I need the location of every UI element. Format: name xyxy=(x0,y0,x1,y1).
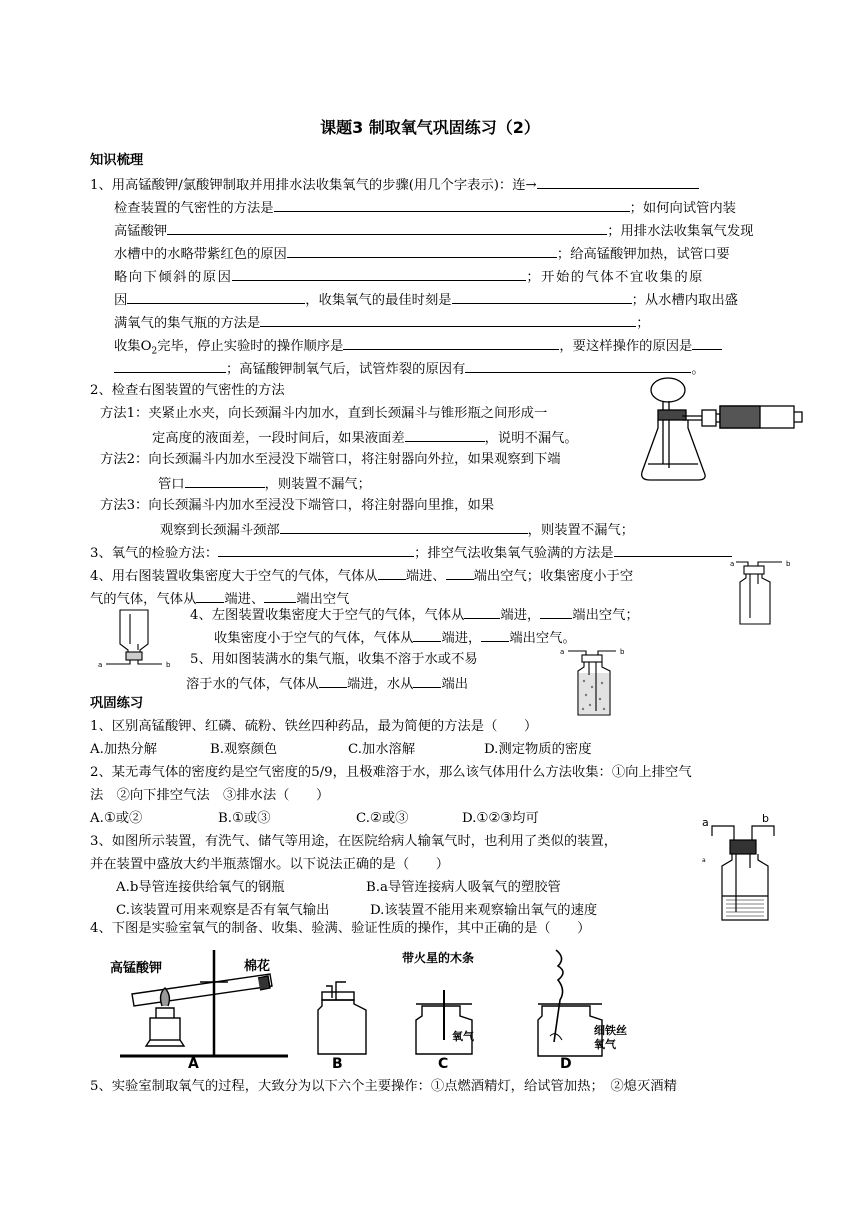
k1-line1 xyxy=(90,175,699,195)
k4b-line1-text: 4、左图装置收集密度大于空气的气体，气体从 xyxy=(190,608,465,623)
k3-tail: ；排空气法收集氧气验满的方法是 xyxy=(414,546,614,561)
k1-line7 xyxy=(114,313,650,333)
k1-line6-text: 因 xyxy=(114,293,128,308)
k4b-line1-mid: 端进， xyxy=(500,608,541,623)
q3-stem-line1: 3、如图所示装置，有洗气、储气等用途，在医院给病人输氧气时，也利用了类似的装置， xyxy=(90,834,618,849)
blank[interactable] xyxy=(343,336,559,350)
label-b-right: b xyxy=(786,560,791,568)
blank[interactable] xyxy=(167,221,607,235)
k1-line7-tail: ； xyxy=(636,316,650,331)
q2-stem-line2: 法 ②向下排空气法 ③排水法（ ） xyxy=(90,788,330,803)
k2-method1-line1: 方法1：夹紧止水夹，向长颈漏斗内加水，直到长颈漏斗与锥形瓶之间形成一 xyxy=(100,406,548,421)
gas-washing-bottle-figure xyxy=(700,814,790,926)
blank[interactable] xyxy=(274,198,630,212)
k5-line2-text: 溶于水的气体，气体从 xyxy=(186,677,319,692)
k1-line2 xyxy=(114,198,736,218)
k5-line2-tail: 端出 xyxy=(441,677,469,692)
label-a-water: a xyxy=(560,648,565,656)
k1-line3-text: 高锰酸钾 xyxy=(114,224,168,239)
k1-line5-tail: ；开始的气体不宜收集的原 xyxy=(526,270,704,285)
k1-line8-text: 收集O xyxy=(114,339,152,354)
blank[interactable] xyxy=(232,267,526,281)
label-a-left: a xyxy=(98,661,103,669)
k4-line1-mid: 端进、 xyxy=(405,569,446,584)
label-cotton: 棉花 xyxy=(244,959,271,974)
k5-line2 xyxy=(186,674,468,694)
blank[interactable] xyxy=(260,313,636,327)
q3-option-b[interactable]: B.a导管连接病人吸氧气的塑胶管 xyxy=(366,880,561,895)
k4-line2-tail: 端出空气 xyxy=(296,592,350,607)
blank[interactable] xyxy=(280,520,528,534)
label-splint: 带火星的木条 xyxy=(402,951,475,965)
k1-line8-mid: 完毕，停止实验时的操作顺序是 xyxy=(157,339,344,354)
k1-line4-text: 水槽中的水略带紫红色的原因 xyxy=(114,247,287,262)
gas-bottle-right-figure xyxy=(720,558,800,630)
k5-line2-mid: 端进，水从 xyxy=(346,677,414,692)
label-a-q3: a xyxy=(702,816,709,829)
q2-option-c[interactable]: C.②或③ xyxy=(356,811,409,826)
blank[interactable] xyxy=(446,566,474,580)
k3-text: 3、氧气的检验方法： xyxy=(90,546,219,561)
o2-subscript: 2 xyxy=(151,346,158,357)
k4b-line2 xyxy=(214,628,576,648)
blank[interactable] xyxy=(185,474,265,488)
k4b-line1 xyxy=(190,605,639,625)
label-fig-d: D xyxy=(560,1056,572,1072)
label-fig-c: C xyxy=(438,1056,449,1072)
water-bottle-figure xyxy=(556,645,636,719)
k1-line8-tail: ，要这样操作的原因是 xyxy=(559,339,693,354)
q3-option-a[interactable]: A.b导管连接供给氧气的钢瓶 xyxy=(116,880,285,895)
k1-line3-tail: ；用排水法收集氧气发现 xyxy=(607,224,754,239)
k4-line2-mid: 端进、 xyxy=(224,592,265,607)
k1-line2-tail: ；如何向试管内装 xyxy=(629,201,736,216)
k2-method3-text: 观察到长颈漏斗颈部 xyxy=(160,523,280,538)
k4b-line1-tail: 端出空气； xyxy=(572,608,639,623)
q3-stem-line2: 并在装置中盛放大约半瓶蒸馏水。以下说法正确的是（ ） xyxy=(90,857,450,872)
blank[interactable] xyxy=(692,336,722,350)
k1-line9 xyxy=(114,359,705,379)
blank[interactable] xyxy=(413,628,441,642)
blank[interactable] xyxy=(114,359,226,373)
k1-line4 xyxy=(114,244,730,264)
k2-method2-line2 xyxy=(158,474,371,494)
k1-line9-text: ；高锰酸钾制氧气后，试管炸裂的原因有 xyxy=(226,362,466,377)
k2-method1-tail: ，说明不漏气。 xyxy=(484,431,578,446)
blank[interactable] xyxy=(378,566,406,580)
k4-line1 xyxy=(90,566,633,586)
label-oxygen-d: 氧气 xyxy=(594,1038,616,1051)
k2-method1-line2 xyxy=(152,428,578,448)
k1-line3 xyxy=(114,221,753,241)
q4-stem: 4、下图是实验室氧气的制备、收集、验满、验证性质的操作，其中正确的是（ ） xyxy=(90,921,591,936)
section-practice-heading: 巩固练习 xyxy=(90,696,144,711)
k2-method3-line2 xyxy=(160,520,634,540)
blank[interactable] xyxy=(614,543,732,557)
inverted-bottle-figure xyxy=(96,604,176,670)
k3-line xyxy=(90,543,732,563)
k2-method3-line1: 方法3：向长颈漏斗内加水至浸没下端管口，将注射器向里推，如果 xyxy=(100,498,495,513)
k2-method2-line1: 方法2：向长颈漏斗内加水至浸没下端管口，将注射器向外拉，如果观察到下端 xyxy=(100,452,561,467)
label-b-water: b xyxy=(620,648,625,656)
k1-line8 xyxy=(114,336,722,361)
q1-option-d[interactable]: D.测定物质的密度 xyxy=(484,742,592,757)
k1-line9-tail: 。 xyxy=(691,362,705,377)
k2-method2-text: 管口 xyxy=(158,477,185,492)
label-a-small-q3: a xyxy=(702,857,706,864)
k4b-line2-mid: 端进， xyxy=(441,631,482,646)
blank[interactable] xyxy=(196,589,224,603)
k1-line2-text: 检查装置的气密性的方法是 xyxy=(114,201,274,216)
q5-stem-line1: 5、实验室制取氧气的过程，大致分为以下六个主要操作：①点燃酒精灯，给试管加热； ②熄灭酒精 xyxy=(90,1079,677,1094)
blank[interactable] xyxy=(413,674,441,688)
page-title: 课题3 制取氧气巩固练习（2） xyxy=(320,118,540,137)
label-oxygen-c: 氧气 xyxy=(452,1030,474,1043)
blank[interactable] xyxy=(465,359,691,373)
blank[interactable] xyxy=(319,674,347,688)
k4b-line2-text: 收集密度小于空气的气体，气体从 xyxy=(214,631,414,646)
section-knowledge-heading: 知识梳理 xyxy=(90,153,144,168)
blank[interactable] xyxy=(218,543,414,557)
k4b-line2-tail: 端出空气。 xyxy=(509,631,576,646)
q1-option-b[interactable]: B.观察颜色 xyxy=(210,742,278,757)
k4-line2-text: 气的气体，气体从 xyxy=(90,592,197,607)
label-fig-a: A xyxy=(188,1056,199,1072)
k1-line6-tail: ；从水槽内取出盛 xyxy=(631,293,738,308)
k1-line6 xyxy=(114,290,738,310)
q2-stem-line1: 2、某无毒气体的密度约是空气密度的5/9，且极难溶于水，那么该气体用什么方法收集：①向上排空气 xyxy=(90,765,692,780)
blank[interactable] xyxy=(287,244,557,258)
q2-option-d[interactable]: D.①②③均可 xyxy=(462,811,539,826)
blank[interactable] xyxy=(464,605,500,619)
label-a-right: a xyxy=(730,560,735,568)
blank[interactable] xyxy=(537,175,699,189)
k5-line1: 5、用如图装满水的集气瓶，收集不溶于水或不易 xyxy=(190,652,478,667)
blank[interactable] xyxy=(452,290,632,304)
q1-option-c[interactable]: C.加水溶解 xyxy=(348,742,416,757)
k1-line6-mid: ，收集氧气的最佳时刻是 xyxy=(305,293,452,308)
label-b-q3: b xyxy=(762,812,769,825)
k1-line1-text: 1、用高锰酸钾/氯酸钾制取并用排水法收集氧气的步骤(用几个字表示)：连→ xyxy=(90,178,537,193)
label-iron-wire: 细铁丝 xyxy=(594,1024,627,1037)
q1-option-a[interactable]: A.加热分解 xyxy=(90,742,158,757)
q4-operations-figure xyxy=(110,946,790,1070)
blank[interactable] xyxy=(264,589,296,603)
k1-line7-text: 满氧气的集气瓶的方法是 xyxy=(114,316,261,331)
k1-line5 xyxy=(114,267,704,287)
airtightness-apparatus-figure xyxy=(636,376,806,486)
q2-option-a[interactable]: A.①或② xyxy=(90,811,143,826)
k1-line4-tail: ；给高锰酸钾加热，试管口要 xyxy=(556,247,730,262)
q3-option-d[interactable]: D.该装置不能用来观察输出氧气的速度 xyxy=(370,903,598,918)
label-fig-b: B xyxy=(332,1056,343,1072)
k4-line1-tail: 端出空气；收集密度小于空 xyxy=(473,569,634,584)
k1-line5-text: 略向下倾斜的原因 xyxy=(114,270,233,285)
blank[interactable] xyxy=(481,628,509,642)
blank[interactable] xyxy=(540,605,572,619)
q3-option-c[interactable]: C.该装置可用来观察是否有氧气输出 xyxy=(116,903,330,918)
k4-line1-text: 4、用右图装置收集密度大于空气的气体，气体从 xyxy=(90,569,378,584)
k2-heading: 2、检查右图装置的气密性的方法 xyxy=(90,383,285,398)
q1-stem: 1、区别高锰酸钾、红磷、硫粉、铁丝四种药品，最为简便的方法是（ ） xyxy=(90,719,538,734)
label-b-left: b xyxy=(166,661,171,669)
label-kmno4: 高锰酸钾 xyxy=(110,961,163,976)
blank[interactable] xyxy=(127,290,305,304)
q2-option-b[interactable]: B.①或③ xyxy=(218,811,271,826)
k2-method1-text: 定高度的液面差，一段时间后，如果液面差 xyxy=(152,431,405,446)
k2-method2-tail: ，则装置不漏气； xyxy=(264,477,371,492)
k2-method3-tail: ，则装置不漏气； xyxy=(527,523,635,538)
blank[interactable] xyxy=(405,428,485,442)
